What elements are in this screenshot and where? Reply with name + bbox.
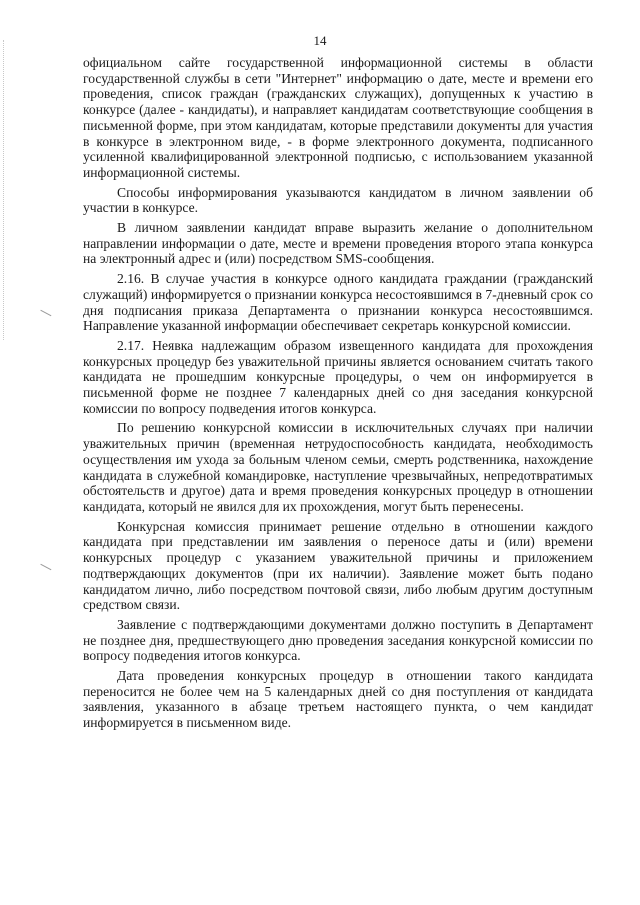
margin-pencil-mark — [37, 564, 52, 578]
paragraph: В личном заявлении кандидат вправе выразить желание о дополнительном направлении информации о дате, месте и времени проведения второго этапа конкурса на электронный адрес и (или) посредством SMS-сообщения. — [83, 220, 593, 267]
paragraph: Дата проведения конкурсных процедур в отношении такого кандидата переносится не более чем на 5 календарных дней со дня поступления от кандидата заявления, указанного в абзаце третьем настоящего пункта, о чем кандидат информируется в письменном виде. — [83, 668, 593, 731]
document-body — [83, 55, 593, 735]
paragraph: По решению конкурсной комиссии в исключительных случаях при наличии уважительных причин (временная нетрудоспособность кандидата, необходимость осуществления им ухода за больным членом семьи, смерть родственника, нахождение кандидата в служебной командировке, наступление чрезвычайных, непредотвратимых обстоятельств и другое) дата и время проведения конкурсных процедур в отношении кандидата, который не явился для их прохождения, могут быть перенесены. — [83, 420, 593, 514]
page-number: 14 — [313, 33, 327, 48]
scan-edge-artifact — [3, 40, 5, 340]
paragraph: 2.17. Неявка надлежащим образом извещенного кандидата для прохождения конкурсных процедур без уважительной причины является основанием считать такого кандидата не прошедшим конкурсные процедуры, о чем он информируется в письменной форме не позднее 7 календарных дней со дня заседания конкурсной комиссии по вопросу подведения итогов конкурса. — [83, 337, 593, 416]
paragraph: Способы информирования указываются кандидатом в личном заявлении об участии в конкурсе. — [83, 184, 593, 216]
paragraph: 2.16. В случае участия в конкурсе одного кандидата граждании (гражданский служащий) информируется о признании конкурса несостоявшимся в 7-дневный срок со дня подписания приказа Департамента о признании конкурса несостоявшимся. Направление указанной информации обеспечивает секретарь конкурсной комиссии. — [83, 271, 593, 334]
paragraph: официальном сайте государственной информационной системы в области государственной службы в сети "Интернет" информацию о дате, месте и времени его проведения, список граждан (гражданских служащих), допущенных к участию в конкурсе (далее - кандидаты), и направляет кандидатам соответствующие сообщения в письменной форме, при этом кандидатам, которые представили документы для участия в конкурсе в электронном виде, - в форме электронного документа, подписанного усиленной квалифицированной электронной подписью, с использованием указанной информационной системы. — [83, 55, 593, 180]
paragraph: Конкурсная комиссия принимает решение отдельно в отношении каждого кандидата при представлении им заявления о переносе даты и (или) времени конкурсных процедур с указанием уважительной причины и приложением подтверждающих документов (при их наличии). Заявление может быть подано кандидатом лично, либо посредством почтовой связи, либо любым другим доступным средством связи. — [83, 518, 593, 613]
paragraph: Заявление с подтверждающими документами должно поступить в Департамент не позднее дня, предшествующего дню проведения заседания конкурсной комиссии по вопросу подведения итогов конкурса. — [83, 616, 593, 664]
margin-pencil-mark — [37, 310, 52, 324]
